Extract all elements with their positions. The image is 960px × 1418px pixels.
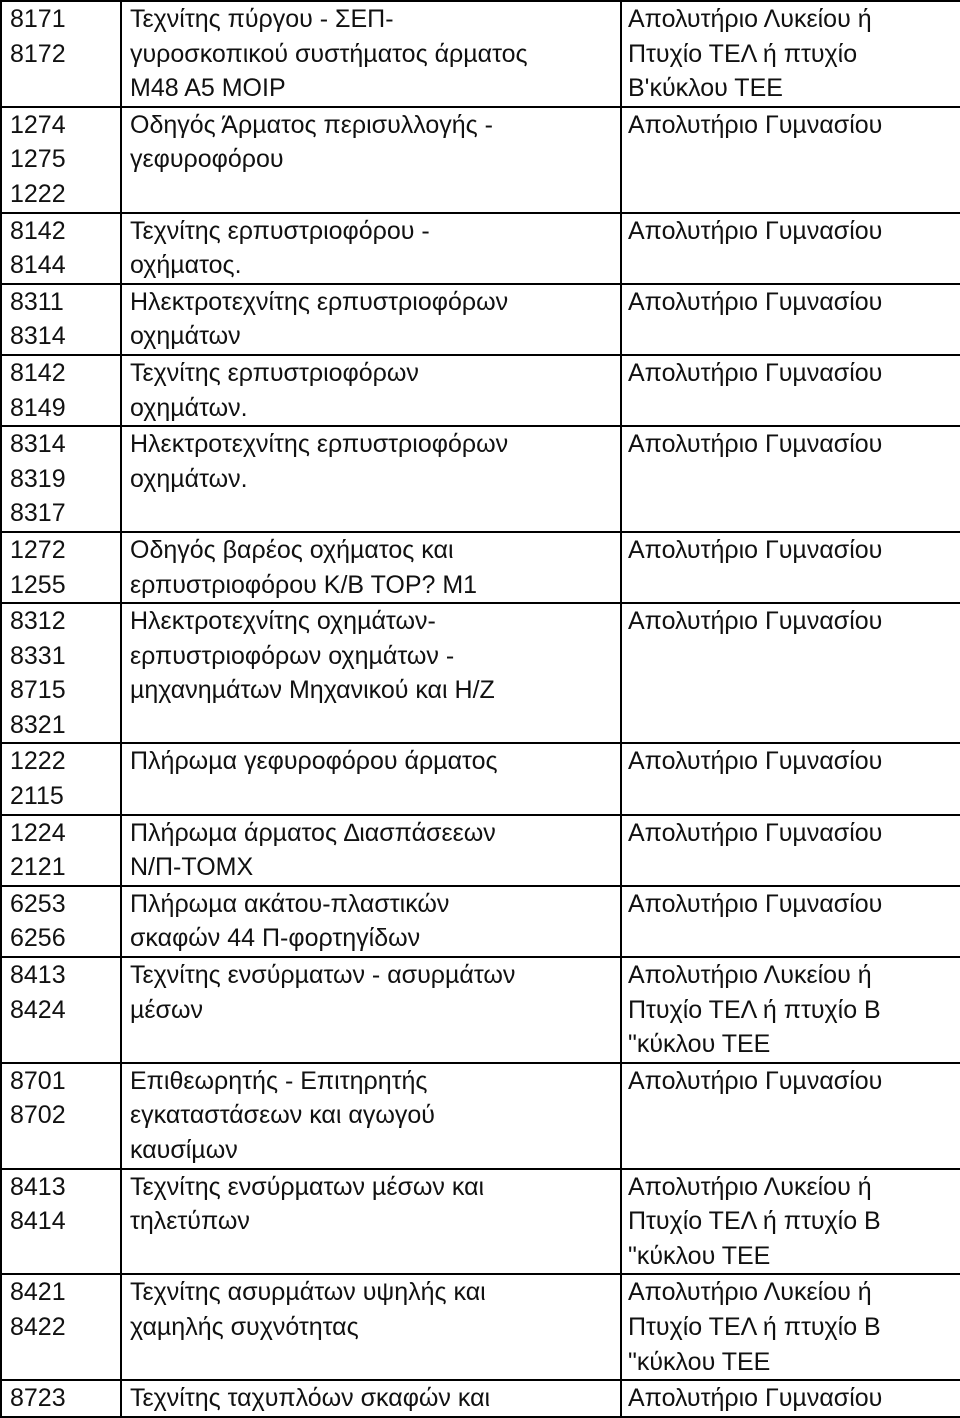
table-row [1, 107, 960, 213]
code-line: 8424 [10, 995, 66, 1024]
qualification-line: Απολυτήριο Γυµνασίου [628, 747, 883, 776]
specialty-line: Πλήρωµα ακάτου-πλαστικών [130, 889, 450, 918]
qualification-line: Απολυτήριο Λυκείου ή [628, 961, 872, 990]
qualification-line: Απολυτήριο Γυµνασίου [628, 110, 883, 139]
code-cell [1, 886, 121, 957]
code-line: 8317 [10, 499, 66, 528]
specialty-line: χαµηλής συχνότητας [130, 1312, 359, 1341]
qualification-cell [621, 213, 960, 284]
code-line: 8142 [10, 358, 66, 387]
qualification-line: Πτυχίο ΤΕΛ ή πτυχίο Β [628, 1312, 881, 1341]
specialty-line: οχηµάτων [130, 322, 241, 351]
qualification-line: Απολυτήριο Γυµνασίου [628, 287, 883, 316]
specialty-cell [121, 603, 621, 743]
table-row [1, 1274, 960, 1380]
table-row [1, 532, 960, 603]
specialty-line: εγκαταστάσεων και αγωγού [130, 1101, 435, 1130]
code-line: 1275 [10, 145, 66, 174]
specialty-line: Τεχνίτης ταχυπλόων σκαφών και [130, 1384, 491, 1413]
specialty-cell [121, 957, 621, 1063]
code-line: 1272 [10, 535, 66, 564]
specialty-line: Τεχνίτης ερπυστριοφόρων [130, 358, 419, 387]
qualification-cell [621, 107, 960, 213]
code-cell [1, 1274, 121, 1380]
code-line: 2115 [10, 782, 64, 811]
specialty-line: Ηλεκτροτεχνίτης ερπυστριοφόρων [130, 430, 509, 459]
specialty-line: µέσων [130, 995, 203, 1024]
code-cell [1, 426, 121, 532]
specialty-cell [121, 1, 621, 107]
code-cell [1, 1, 121, 107]
table-row [1, 743, 960, 814]
specialty-cell [121, 1169, 621, 1275]
specialty-line: ερπυστριοφόρου Κ/Β ΤΟΡ? Μ1 [130, 570, 478, 599]
table-row [1, 886, 960, 957]
qualification-line: Απολυτήριο Γυµνασίου [628, 1066, 883, 1095]
code-line: 6253 [10, 889, 66, 918]
qualification-line: Απολυτήριο Γυµνασίου [628, 216, 883, 245]
code-cell [1, 815, 121, 886]
qualification-cell [621, 1063, 960, 1169]
table-row [1, 426, 960, 532]
specialty-cell [121, 213, 621, 284]
table-row [1, 213, 960, 284]
specialty-line: Πλήρωµα άρµατος ∆ιασπάσεεων [130, 818, 496, 847]
code-line: 8331 [10, 641, 66, 670]
table-row [1, 1169, 960, 1275]
code-line: 8311 [10, 287, 64, 316]
code-line: 1222 [10, 747, 66, 776]
specialty-cell [121, 532, 621, 603]
table-body [1, 1, 960, 1417]
table-row [1, 1, 960, 107]
table-row [1, 815, 960, 886]
specialty-cell [121, 107, 621, 213]
code-line: 1274 [10, 110, 66, 139]
qualification-line: Απολυτήριο Γυµνασίου [628, 607, 883, 636]
specialty-line: σκαφών 44 Π-φορτηγίδων [130, 924, 421, 953]
specialty-cell [121, 1063, 621, 1169]
code-line: 8413 [10, 961, 66, 990]
specialty-line: οχηµάτων. [130, 393, 248, 422]
code-cell [1, 107, 121, 213]
code-cell [1, 743, 121, 814]
code-line: 8715 [10, 676, 66, 705]
qualification-line: Απολυτήριο Λυκείου ή [628, 1172, 872, 1201]
code-cell [1, 284, 121, 355]
specialty-cell [121, 1380, 621, 1417]
specialty-cell [121, 886, 621, 957]
code-line: 8702 [10, 1101, 66, 1130]
code-line: 8413 [10, 1172, 66, 1201]
code-cell [1, 213, 121, 284]
specialty-line: Τεχνίτης ενσύρµατων - ασυρµάτων [130, 961, 516, 990]
code-line: 8314 [10, 430, 66, 459]
qualification-line: "κύκλου ΤΕΕ [628, 1347, 771, 1376]
specialty-line: Επιθεωρητής - Επιτηρητής [130, 1066, 428, 1095]
specialty-line: Τεχνίτης ασυρµάτων υψηλής και [130, 1278, 486, 1307]
specialty-cell [121, 284, 621, 355]
qualification-line: Πτυχίο ΤΕΛ ή πτυχίο [628, 39, 858, 68]
specialty-line: Μ48 Α5 MOIP [130, 74, 286, 103]
code-cell [1, 532, 121, 603]
qualification-line: Πτυχίο ΤΕΛ ή πτυχίο Β [628, 995, 881, 1024]
code-line: 8701 [10, 1066, 66, 1095]
qualification-cell [621, 1274, 960, 1380]
specialty-line: Ηλεκτροτεχνίτης ερπυστριοφόρων [130, 287, 509, 316]
qualification-line: Απολυτήριο Λυκείου ή [628, 5, 872, 33]
qualification-cell [621, 284, 960, 355]
table-row [1, 1380, 960, 1417]
qualification-cell [621, 1, 960, 107]
qualification-cell [621, 886, 960, 957]
specialty-line: Τεχνίτης ερπυστριοφόρου - [130, 216, 430, 245]
code-line: 8144 [10, 251, 66, 280]
specialty-cell [121, 355, 621, 426]
table-row [1, 284, 960, 355]
qualification-line: Πτυχίο ΤΕΛ ή πτυχίο Β [628, 1207, 881, 1236]
code-line: 1255 [10, 570, 66, 599]
qualification-cell [621, 426, 960, 532]
code-line: 1222 [10, 179, 66, 208]
qualification-cell [621, 815, 960, 886]
code-line: 8314 [10, 322, 66, 351]
code-line: 8312 [10, 607, 66, 636]
specialty-line: Πλήρωµα γεφυροφόρου άρµατος [130, 747, 498, 776]
specialty-line: Τεχνίτης ενσύρµατων µέσων και [130, 1172, 485, 1201]
table-row [1, 957, 960, 1063]
code-line: 8171 [10, 5, 66, 33]
qualification-line: "κύκλου ΤΕΕ [628, 1241, 771, 1270]
code-line: 2121 [10, 853, 66, 882]
code-line: 6256 [10, 924, 66, 953]
code-cell [1, 1063, 121, 1169]
qualification-line: Απολυτήριο Γυµνασίου [628, 358, 883, 387]
specialty-line: οχήµατος. [130, 251, 242, 280]
qualification-line: Απολυτήριο Γυµνασίου [628, 535, 883, 564]
code-line: 8422 [10, 1312, 66, 1341]
qualification-line: Απολυτήριο Γυµνασίου [628, 889, 883, 918]
specialty-line: Τεχνίτης πύργου - ΣΕΠ- [130, 5, 394, 33]
qualification-line: Απολυτήριο Γυµνασίου [628, 1384, 883, 1413]
specialty-line: Ηλεκτροτεχνίτης οχηµάτων- [130, 607, 436, 636]
code-cell [1, 957, 121, 1063]
table-row [1, 603, 960, 743]
specialty-cell [121, 1274, 621, 1380]
qualification-cell [621, 1380, 960, 1417]
code-line: 8321 [10, 710, 66, 739]
table-row [1, 1063, 960, 1169]
qualification-line: "κύκλου ΤΕΕ [628, 1030, 771, 1059]
specialty-line: καυσίµων [130, 1136, 238, 1164]
code-line: 8142 [10, 216, 66, 245]
specialty-line: γεφυροφόρου [130, 145, 284, 174]
code-cell [1, 1380, 121, 1417]
qualification-line: Απολυτήριο Γυµνασίου [628, 430, 883, 459]
specialty-line: Οδηγός βαρέος οχήµατος και [130, 535, 454, 564]
specialty-cell [121, 743, 621, 814]
qualification-line: Απολυτήριο Γυµνασίου [628, 818, 883, 847]
code-line: 8319 [10, 464, 66, 493]
specialty-line: οχηµάτων. [130, 464, 248, 493]
specialty-cell [121, 426, 621, 532]
qualification-line: Β'κύκλου ΤΕΕ [628, 74, 783, 103]
qualification-cell [621, 355, 960, 426]
code-line: 8723 [10, 1384, 66, 1413]
specialty-cell [121, 815, 621, 886]
qualification-cell [621, 957, 960, 1063]
code-line: 8414 [10, 1207, 66, 1236]
specialty-line: γυροσκοπικού συστήµατος άρµατος [130, 39, 528, 68]
qualification-cell [621, 1169, 960, 1275]
code-line: 8172 [10, 39, 66, 68]
specialty-line: Ν/Π-ΤΟΜΧ [130, 853, 254, 882]
specialty-line: Οδηγός Άρµατος περισυλλογής - [130, 110, 493, 139]
qualification-cell [621, 743, 960, 814]
table-row [1, 355, 960, 426]
qualification-cell [621, 603, 960, 743]
qualification-line: Απολυτήριο Λυκείου ή [628, 1278, 872, 1307]
specialty-line: ερπυστριοφόρων οχηµάτων - [130, 641, 455, 670]
qualification-cell [621, 532, 960, 603]
specialty-line: τηλετύπων [130, 1207, 250, 1236]
code-line: 8421 [10, 1278, 66, 1307]
code-cell [1, 603, 121, 743]
code-line: 8149 [10, 393, 66, 422]
code-cell [1, 355, 121, 426]
code-cell [1, 1169, 121, 1275]
code-line: 1224 [10, 818, 66, 847]
specialty-line: µηχανηµάτων Μηχανικού και Η/Ζ [130, 676, 495, 705]
